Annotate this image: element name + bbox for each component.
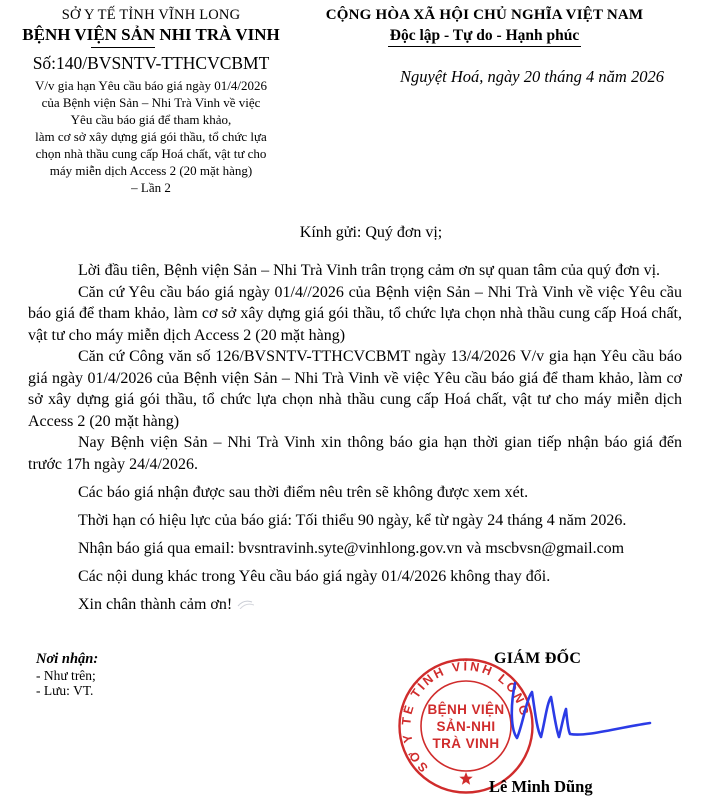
stamp-center-line: SẢN-NHI [436, 719, 496, 734]
recipient-item: - Lưu: VT. [36, 683, 94, 698]
stamp-center-line: TRÀ VINH [432, 736, 500, 751]
signer-name: Lê Minh Dũng [489, 777, 593, 796]
stamp-center-line: BỆNH VIỆN [427, 702, 505, 717]
stamp-star-icon [459, 772, 472, 785]
issuer-block [0, 7, 302, 196]
recipients-label: Nơi nhận: [36, 651, 99, 667]
faint-scribble-mark [236, 597, 254, 609]
paragraph-intro: Lời đầu tiên, Bệnh viện Sản – Nhi Trà Vinh trân trọng cảm ơn sự quan tâm của quý đơn vị. [78, 262, 661, 279]
issuer-organization: BỆNH VIỆN SẢN NHI TRÀ VINH [22, 25, 280, 44]
national-motto-wrap [302, 27, 667, 47]
letter-body [28, 260, 682, 615]
stamp-ring-text: SỞ Y TẾ TỈNH VĨNH LONG [399, 659, 532, 775]
paragraph-late-quotes: Các báo giá nhận được sau thời điểm nêu trên sẽ không được xem xét. [78, 483, 529, 501]
place-date: Nguyệt Hoá, ngày 20 tháng 4 năm 2026 [400, 67, 664, 86]
issuer-department: SỞ Y TẾ TỈNH VĨNH LONG [61, 7, 241, 23]
paragraph-basis-2: Căn cứ Công văn số 126/BVSNTV-TTHCVCBMT ngày 13/4/2026 V/v gia hạn Yêu cầu báo giá ngày 01/4/2026 của Bệnh viện Sản – Nhi Trà Vinh về việc Yêu cầu báo giá để tham khảo, làm cơ sở xây dựng giá gói thầu, tổ chức lựa chọn nhà thầu cung cấp Hoá chất, vật tư cho máy miễn dịch Access 2 (20 mặt hàng) [28, 348, 682, 430]
document-subject [0, 77, 302, 196]
national-title: CỘNG HÒA XÃ HỘI CHỦ NGHĨA VIỆT NAM [325, 7, 644, 23]
recipients-block [36, 652, 98, 699]
thanks-text: Xin chân thành cảm ơn! [78, 595, 233, 613]
national-header-block [302, 7, 707, 196]
subject-line: Yêu cầu báo giá để tham khảo, [70, 112, 232, 127]
subject-line: làm cơ sở xây dựng giá gói thầu, tổ chức lựa [35, 129, 267, 144]
subject-line: máy miễn dịch Access 2 (20 mặt hàng) [49, 163, 253, 178]
national-motto: Độc lập - Tự do - Hạnh phúc [388, 27, 581, 47]
signature-stroke [498, 670, 668, 750]
subject-line: – Lần 2 [131, 180, 171, 195]
document-number: Số:140/BVSNTV-TTHCVCBMT [32, 53, 270, 73]
letterhead [0, 0, 707, 196]
paragraph-email: Nhận báo giá qua email: bvsntravinh.syte@vinhlong.gov.vn và mscbvsn@gmail.com [78, 539, 625, 557]
subject-line: V/v gia hạn Yêu cầu báo giá ngày 01/4/2026 [34, 78, 267, 93]
paragraph-thanks [28, 594, 682, 616]
subject-line: chọn nhà thầu cung cấp Hoá chất, vật tư cho [35, 146, 267, 161]
recipient-item: - Như trên; [36, 667, 96, 683]
issuer-underline [91, 47, 155, 48]
subject-line: của Bệnh viện Sản – Nhi Trà Vinh về việc [41, 95, 261, 110]
paragraph-validity: Thời hạn có hiệu lực của báo giá: Tối thiểu 90 ngày, kể từ ngày 24 tháng 4 năm 2026. [78, 511, 627, 529]
salutation: Kính gửi: Quý đơn vị; [299, 224, 443, 241]
paragraph-basis-1: Căn cứ Yêu cầu báo giá ngày 01/4//2026 của Bệnh viện Sản – Nhi Trà Vinh về việc Yêu cầu báo giá để tham khảo, làm cơ sở xây dựng giá gói thầu, tổ chức lựa chọn nhà thầu cung cấp Hoá chất, vật tư cho máy miễn dịch Access 2 (20 mặt hàng) [28, 283, 682, 344]
signer-title: GIÁM ĐỐC [494, 650, 582, 667]
paragraph-extension-notice: Nay Bệnh viện Sản – Nhi Trà Vinh xin thông báo gia hạn thời gian tiếp nhận báo giá đến trước 17h ngày 24/4/2026. [28, 434, 682, 473]
paragraph-unchanged: Các nội dung khác trong Yêu cầu báo giá ngày 01/4/2026 không thay đổi. [78, 567, 551, 585]
